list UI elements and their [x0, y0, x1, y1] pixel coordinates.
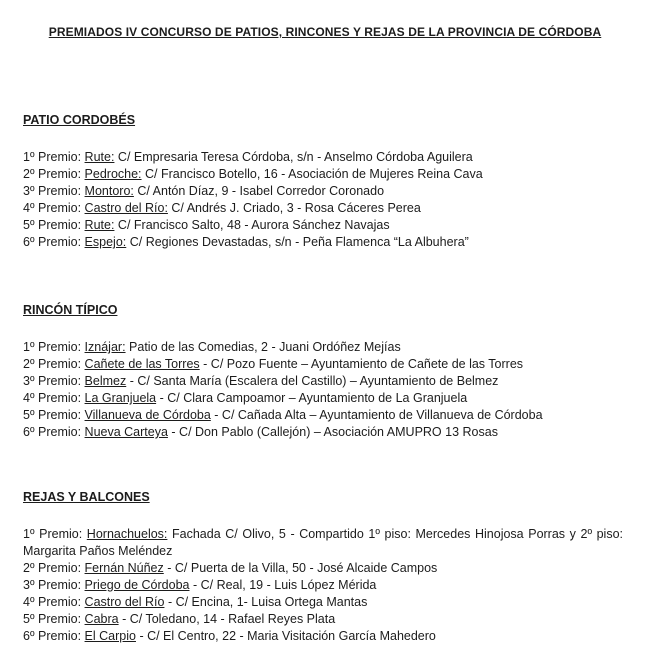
section-rincon-tipico: [23, 302, 623, 441]
prize-line: [23, 526, 623, 560]
document-title: PREMIADOS IV CONCURSO DE PATIOS, RINCONES Y REJAS DE LA PROVINCIA DE CÓRDOBA: [48, 25, 602, 39]
prize-label: 6º Premio:: [23, 629, 82, 643]
prize-detail: Fachada C/ Olivo, 5 - Compartido 1º piso: Mercedes Hinojosa Porras y 2º piso: Margarita Paños Meléndez: [23, 527, 624, 558]
prize-line: [23, 424, 623, 441]
prize-town: La Granjuela: [84, 391, 157, 405]
prize-line: [23, 407, 623, 424]
prize-label: 1º Premio:: [23, 340, 82, 354]
prize-line: [23, 594, 623, 611]
prize-line: [23, 234, 623, 251]
prize-label: 1º Premio:: [23, 527, 83, 541]
prize-label: 2º Premio:: [23, 357, 82, 371]
prize-town: Rute:: [84, 150, 115, 164]
prize-detail: - C/ Don Pablo (Callejón) – Asociación AMUPRO 13 Rosas: [171, 425, 498, 439]
prize-detail: C/ Empresaria Teresa Córdoba, s/n - Anselmo Córdoba Aguilera: [117, 150, 473, 164]
prize-line: [23, 628, 623, 645]
prize-detail: - C/ Encina, 1- Luisa Ortega Mantas: [167, 595, 368, 609]
prize-detail: Patio de las Comedias, 2 - Juani Ordóñez Mejías: [129, 340, 401, 354]
prize-detail: - C/ Puerta de la Villa, 50 - José Alcaide Campos: [167, 561, 438, 575]
prize-label: 3º Premio:: [23, 578, 82, 592]
prize-town: Iznájar:: [84, 340, 126, 354]
prize-label: 5º Premio:: [23, 408, 82, 422]
prize-line: [23, 166, 623, 183]
prize-label: 2º Premio:: [23, 561, 82, 575]
prize-line: [23, 611, 623, 628]
prize-line: [23, 200, 623, 217]
prize-detail: - C/ Cañada Alta – Ayuntamiento de Villanueva de Córdoba: [214, 408, 543, 422]
prize-line: [23, 183, 623, 200]
prize-label: 2º Premio:: [23, 167, 82, 181]
prize-detail: - C/ Real, 19 - Luis López Mérida: [192, 578, 377, 592]
prize-detail: - C/ Santa María (Escalera del Castillo) – Ayuntamiento de Belmez: [129, 374, 499, 388]
prize-detail: C/ Antón Díaz, 9 - Isabel Corredor Coronado: [137, 184, 385, 198]
prize-line: [23, 356, 623, 373]
prize-town: Castro del Río:: [84, 201, 168, 215]
prize-detail: C/ Regiones Devastadas, s/n - Peña Flamenca “La Albuhera”: [129, 235, 469, 249]
prize-town: Espejo:: [84, 235, 127, 249]
prize-label: 3º Premio:: [23, 184, 82, 198]
prize-detail: - C/ El Centro, 22 - Maria Visitación García Mahedero: [139, 629, 436, 643]
prize-town: Pedroche:: [84, 167, 142, 181]
prize-line: [23, 577, 623, 594]
prize-detail: - C/ Pozo Fuente – Ayuntamiento de Cañete de las Torres: [203, 357, 524, 371]
prize-label: 5º Premio:: [23, 612, 82, 626]
prize-detail: C/ Francisco Botello, 16 - Asociación de Mujeres Reina Cava: [145, 167, 483, 181]
prize-label: 4º Premio:: [23, 391, 82, 405]
prize-label: 6º Premio:: [23, 235, 82, 249]
prize-town: Villanueva de Córdoba: [84, 408, 211, 422]
prize-line: [23, 390, 623, 407]
prize-label: 1º Premio:: [23, 150, 82, 164]
prize-line: [23, 339, 623, 356]
prize-label: 4º Premio:: [23, 595, 82, 609]
prize-town: Priego de Córdoba: [84, 578, 190, 592]
section-heading: REJAS Y BALCONES: [23, 490, 150, 504]
prize-label: 6º Premio:: [23, 425, 82, 439]
section-heading: PATIO CORDOBÉS: [23, 113, 136, 127]
section-heading: RINCÓN TÍPICO: [23, 303, 118, 317]
prize-town: Fernán Núñez: [84, 561, 164, 575]
prize-line: [23, 217, 623, 234]
prize-label: 4º Premio:: [23, 201, 82, 215]
prize-detail: C/ Andrés J. Criado, 3 - Rosa Cáceres Perea: [171, 201, 421, 215]
prize-town: Castro del Río: [84, 595, 165, 609]
prize-line: [23, 560, 623, 577]
prize-town: Montoro:: [84, 184, 134, 198]
section-patio-cordobes: [23, 112, 623, 251]
prize-town: Hornachuelos:: [86, 527, 168, 541]
section-rejas-y-balcones: [23, 489, 623, 645]
prize-town: Cabra: [84, 612, 119, 626]
prize-detail: - C/ Clara Campoamor – Ayuntamiento de La Granjuela: [159, 391, 468, 405]
prize-line: [23, 373, 623, 390]
prize-detail: - C/ Toledano, 14 - Rafael Reyes Plata: [122, 612, 336, 626]
prize-label: 5º Premio:: [23, 218, 82, 232]
prize-line: [23, 149, 623, 166]
prize-town: Rute:: [84, 218, 115, 232]
prize-town: El Carpio: [84, 629, 136, 643]
prize-town: Belmez: [84, 374, 127, 388]
prize-town: Cañete de las Torres: [84, 357, 200, 371]
prize-label: 3º Premio:: [23, 374, 82, 388]
prize-town: Nueva Carteya: [84, 425, 168, 439]
prize-detail: C/ Francisco Salto, 48 - Aurora Sánchez Navajas: [117, 218, 390, 232]
